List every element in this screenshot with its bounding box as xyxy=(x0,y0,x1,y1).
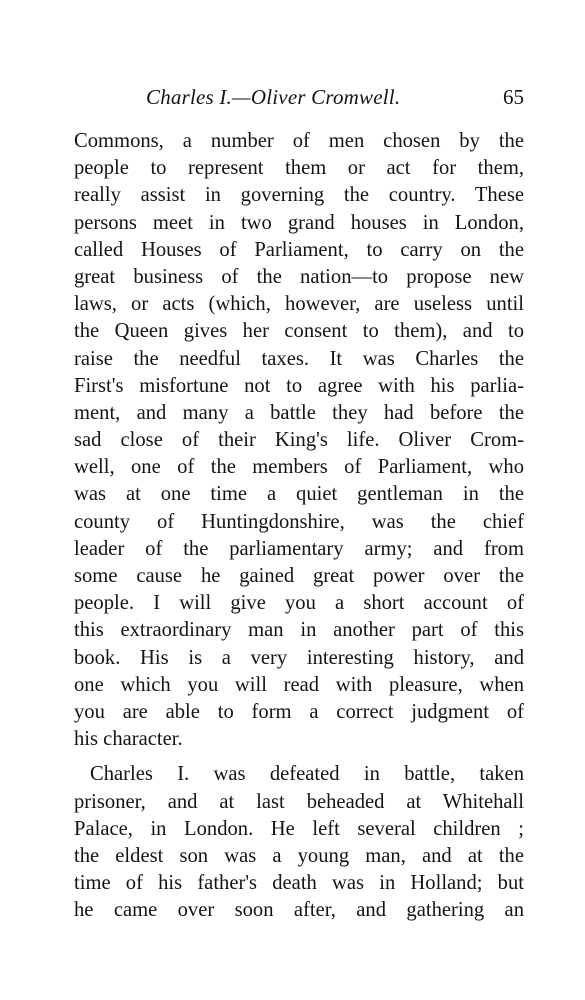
text-line: you are able to form a correct judgment of xyxy=(74,700,524,723)
text-line: one which you will read with pleasure, when xyxy=(74,673,524,696)
text-line: First's misfortune not to agree with his parlia- xyxy=(74,374,524,397)
page-number: 65 xyxy=(503,85,524,109)
text-line: he came over soon after, and gathering an xyxy=(74,899,524,922)
text-line: book. His is a very interesting history, and xyxy=(74,646,524,669)
text-line: leader of the parliamentary army; and from xyxy=(74,537,524,560)
text-line: really assist in governing the country. These xyxy=(74,184,524,207)
paragraph xyxy=(74,761,524,924)
text-line: the Queen gives her consent to them), and to xyxy=(74,320,524,343)
text-line: prisoner, and at last beheaded at Whitehall xyxy=(74,790,524,813)
text-line: persons meet in two grand houses in London, xyxy=(74,211,524,234)
text-line: called Houses of Parliament, to carry on the xyxy=(74,238,524,261)
text-line: Palace, in London. He left several children ; xyxy=(74,817,524,840)
text-line: time of his father's death was in Holland; but xyxy=(74,872,524,895)
paragraph xyxy=(74,128,524,753)
text-line: was at one time a quiet gentleman in the xyxy=(74,483,524,506)
text-line: Commons, a number of men chosen by the xyxy=(74,130,524,152)
text-line: great business of the nation—to propose new xyxy=(74,265,524,288)
text-line: well, one of the members of Parliament, who xyxy=(74,456,524,479)
running-head xyxy=(74,80,524,114)
text-line: sad close of their King's life. Oliver Crom- xyxy=(74,429,524,452)
text-line: ment, and many a battle they had before the xyxy=(74,401,524,424)
text-line: people. I will give you a short account of xyxy=(74,592,524,615)
text-line: some cause he gained great power over the xyxy=(74,565,524,587)
running-title: Charles I.—Oliver Cromwell. xyxy=(146,85,401,109)
text-line: this extraordinary man in another part of this xyxy=(74,619,524,642)
text-line: people to represent them or act for them, xyxy=(74,157,524,180)
paragraph-gap xyxy=(74,753,524,761)
text-line: laws, or acts (which, however, are useless until xyxy=(74,293,524,316)
text-line: raise the needful taxes. It was Charles the xyxy=(74,347,524,370)
text-line: his character. xyxy=(74,728,183,751)
text-line: Charles I. was defeated in battle, taken xyxy=(90,763,524,786)
text-line: the eldest son was a young man, and at the xyxy=(74,844,524,867)
body-text xyxy=(74,128,524,924)
text-line: county of Huntingdonshire, was the chief xyxy=(74,510,524,533)
